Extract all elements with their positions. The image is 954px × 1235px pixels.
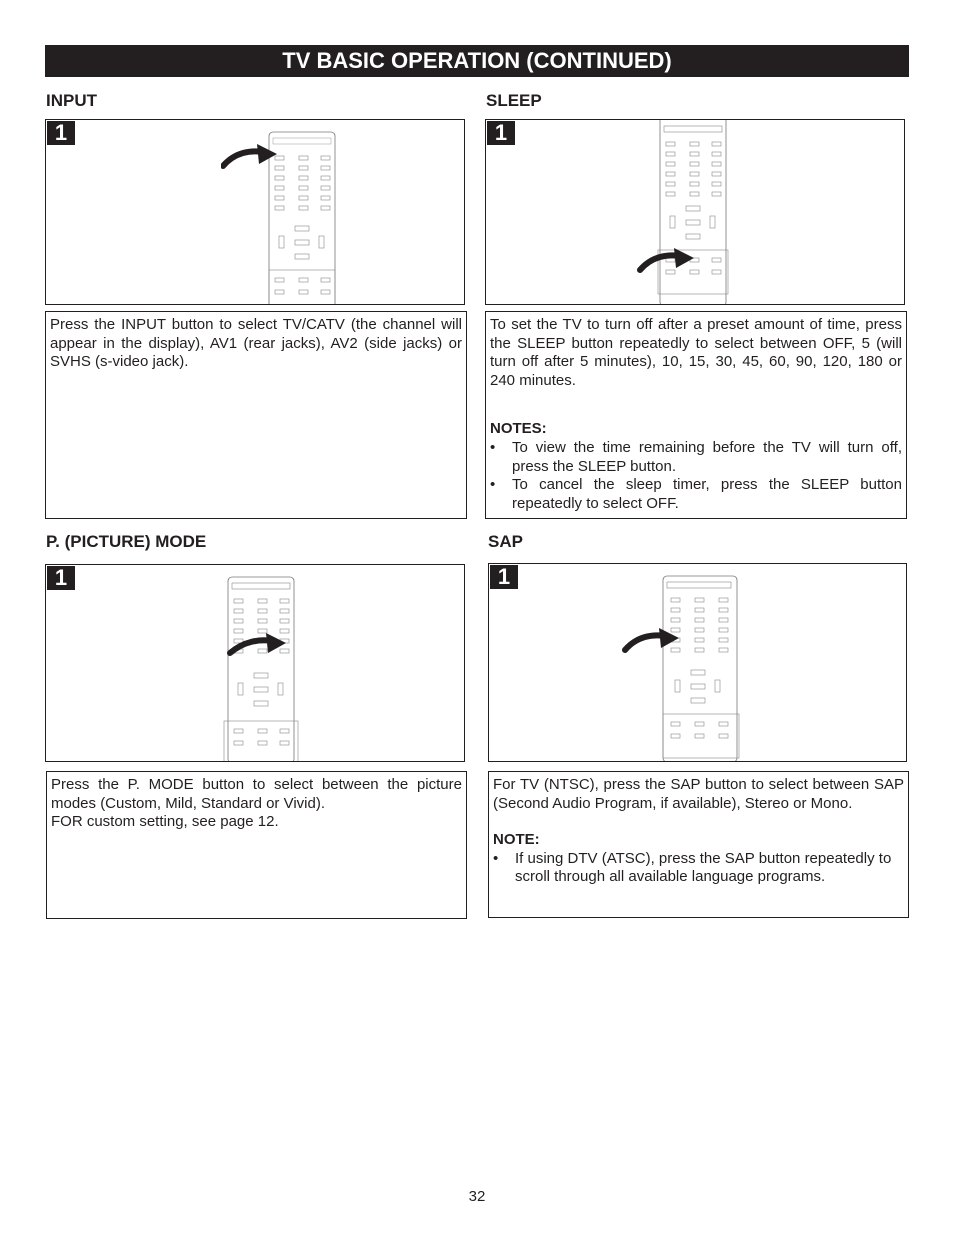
remote-control-illustration bbox=[216, 575, 346, 762]
pmode-custom-note: FOR custom setting, see page 12. bbox=[51, 813, 279, 831]
sleep-text-box bbox=[485, 311, 907, 519]
pmode-figure bbox=[45, 564, 465, 762]
input-figure bbox=[45, 119, 465, 305]
step-number: 1 bbox=[47, 566, 75, 590]
step-number: 1 bbox=[47, 121, 75, 145]
sleep-notes-title: NOTES: bbox=[490, 420, 547, 438]
sleep-section-title: SLEEP bbox=[486, 91, 542, 110]
page-title-banner: TV BASIC OPERATION (CONTINUED) bbox=[45, 45, 909, 77]
pmode-text-box bbox=[46, 771, 467, 919]
pmode-section-title: P. (PICTURE) MODE bbox=[46, 532, 207, 551]
input-text-box bbox=[45, 311, 467, 519]
step-number: 1 bbox=[487, 121, 515, 145]
input-section-title: INPUT bbox=[46, 91, 97, 110]
pmode-description: Press the P. MODE button to select between the picture modes (Custom, Mild, Standard or Vivid). bbox=[51, 776, 462, 812]
sleep-figure bbox=[485, 119, 905, 305]
sleep-note-2: • To cancel the sleep timer, press the SLEEP button repeatedly to select OFF. bbox=[490, 476, 902, 512]
bullet-mark: • bbox=[490, 476, 496, 494]
input-description: Press the INPUT button to select TV/CATV (the channel will appear in the display), AV1 (rear jacks), AV2 (side jacks) or SVHS (s-video jack). bbox=[50, 316, 462, 371]
sap-figure bbox=[488, 563, 907, 762]
bullet-mark: • bbox=[490, 438, 496, 456]
sap-text-box bbox=[488, 771, 909, 918]
step-number: 1 bbox=[490, 565, 518, 589]
remote-control-illustration bbox=[619, 574, 749, 762]
page-number: 32 bbox=[468, 1188, 486, 1205]
sleep-description: To set the TV to turn off after a preset amount of time, press the SLEEP button repeatedly to select between OFF, 5 (will turn off after 5 minutes), 10, 15, 30, 45, 60, 90, 120, 180 or 240 minutes. bbox=[490, 316, 902, 389]
sap-note-title: NOTE: bbox=[493, 831, 540, 849]
remote-control-illustration bbox=[636, 120, 766, 305]
sap-note-1: • If using DTV (ATSC), press the SAP button repeatedly to scroll through all available language programs. bbox=[493, 849, 892, 886]
sap-section-title: SAP bbox=[488, 532, 523, 551]
bullet-mark: • bbox=[493, 849, 499, 867]
sap-description: For TV (NTSC), press the SAP button to select between SAP (Second Audio Program, if available), Stereo or Mono. bbox=[493, 776, 904, 812]
sleep-note-1: • To view the time remaining before the TV will turn off, press the SLEEP button. bbox=[490, 438, 902, 475]
remote-control-illustration bbox=[221, 130, 341, 305]
